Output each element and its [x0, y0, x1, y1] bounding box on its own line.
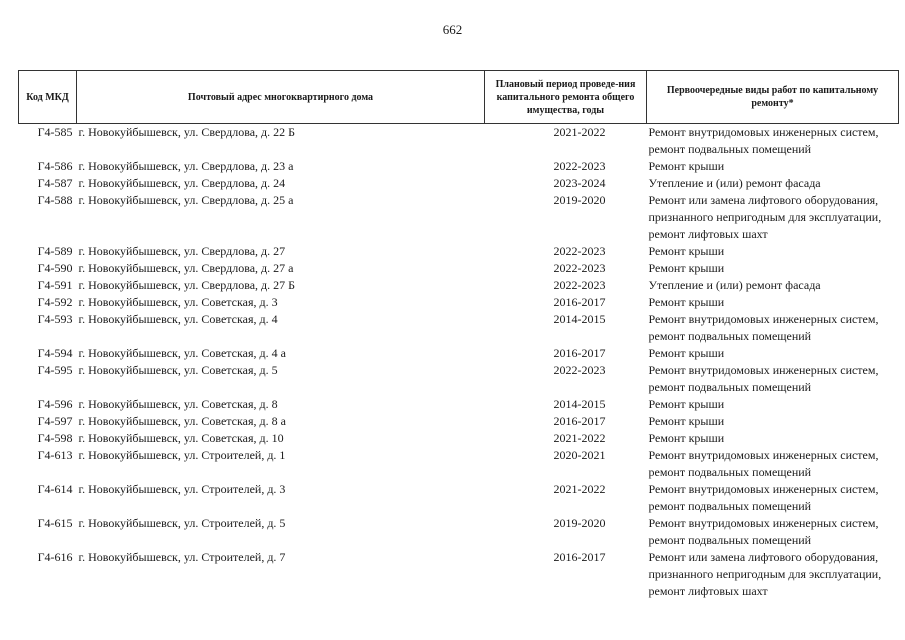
mkd-code-cell: Г4-614 [37, 482, 73, 496]
works-cell [647, 243, 899, 260]
header-works: Первоочередные виды работ по капитальному ремонту* [647, 71, 899, 124]
table-row [19, 413, 899, 430]
mkd-code-cell: Г4-585 [37, 125, 73, 139]
works-line: признанного непригодным для эксплуатации, [648, 567, 882, 581]
period-cell: 2014-2015 [553, 397, 606, 411]
works-line: Утепление и (или) ремонт фасада [648, 176, 821, 190]
works-line: Ремонт крыши [648, 346, 725, 360]
mkd-code-cell: Г4-589 [37, 244, 73, 258]
works-line: ремонт подвальных помещений [648, 465, 812, 479]
address-cell: г. Новокуйбышевск, ул. Советская, д. 3 [78, 295, 278, 309]
works-line: Ремонт внутридомовых инженерных систем, [648, 363, 879, 377]
address-cell: г. Новокуйбышевск, ул. Строителей, д. 3 [78, 482, 286, 496]
works-cell [647, 277, 899, 294]
works-cell [647, 345, 899, 362]
works-cell [647, 124, 899, 159]
table-header [19, 71, 899, 124]
works-line: Ремонт крыши [648, 397, 725, 411]
works-line: Ремонт крыши [648, 414, 725, 428]
works-cell [647, 447, 899, 481]
works-line: Ремонт внутридомовых инженерных систем, [648, 482, 879, 496]
works-cell [647, 158, 899, 175]
table-row [19, 243, 899, 260]
address-cell: г. Новокуйбышевск, ул. Советская, д. 5 [78, 363, 278, 377]
works-line: ремонт подвальных помещений [648, 142, 812, 156]
address-cell: г. Новокуйбышевск, ул. Свердлова, д. 23 а [78, 159, 294, 173]
mkd-code-cell: Г4-592 [37, 295, 73, 309]
address-cell: г. Новокуйбышевск, ул. Советская, д. 4 а [78, 346, 286, 360]
mkd-code-cell: Г4-595 [37, 363, 73, 377]
works-line: признанного непригодным для эксплуатации, [648, 210, 882, 224]
table-row [19, 311, 899, 345]
works-cell [647, 396, 899, 413]
address-cell: г. Новокуйбышевск, ул. Советская, д. 10 [78, 431, 284, 445]
header-code: Код МКД [19, 71, 77, 124]
mkd-code-cell: Г4-616 [37, 550, 73, 564]
works-line: Ремонт или замена лифтового оборудования, [648, 550, 879, 564]
period-cell: 2014-2015 [553, 312, 606, 326]
works-line: Ремонт внутридомовых инженерных систем, [648, 448, 879, 462]
address-cell: г. Новокуйбышевск, ул. Строителей, д. 5 [78, 516, 286, 530]
table-row [19, 294, 899, 311]
mkd-code-cell: Г4-615 [37, 516, 73, 530]
table-row [19, 158, 899, 175]
works-line: Ремонт крыши [648, 244, 725, 258]
header-period: Плановый период проведе-ния капитального ремонта общего имущества, годы [485, 71, 647, 124]
capital-repair-table [18, 70, 899, 600]
mkd-code-cell: Г4-591 [37, 278, 73, 292]
mkd-code-cell: Г4-590 [37, 261, 73, 275]
mkd-code-cell: Г4-593 [37, 312, 73, 326]
period-cell: 2023-2024 [553, 176, 606, 190]
period-cell: 2022-2023 [553, 363, 606, 377]
works-line: ремонт лифтовых шахт [648, 584, 768, 598]
works-cell [647, 311, 899, 345]
header-address: Почтовый адрес многоквартирного дома [77, 71, 485, 124]
table-row [19, 549, 899, 600]
works-line: Ремонт крыши [648, 159, 725, 173]
table-row [19, 481, 899, 515]
address-cell: г. Новокуйбышевск, ул. Свердлова, д. 24 [78, 176, 286, 190]
address-cell: г. Новокуйбышевск, ул. Советская, д. 8 а [78, 414, 286, 428]
mkd-code-cell: Г4-587 [37, 176, 73, 190]
address-cell: г. Новокуйбышевск, ул. Советская, д. 8 [78, 397, 278, 411]
table-row [19, 345, 899, 362]
works-cell [647, 260, 899, 277]
works-line: Утепление и (или) ремонт фасада [648, 278, 821, 292]
period-cell: 2016-2017 [553, 414, 606, 428]
mkd-code-cell: Г4-613 [37, 448, 73, 462]
works-cell [647, 294, 899, 311]
period-cell: 2016-2017 [553, 346, 606, 360]
works-line: ремонт подвальных помещений [648, 380, 812, 394]
mkd-code-cell: Г4-596 [37, 397, 73, 411]
period-cell: 2020-2021 [553, 448, 606, 462]
works-line: ремонт подвальных помещений [648, 329, 812, 343]
period-cell: 2022-2023 [553, 244, 606, 258]
works-line: Ремонт внутридомовых инженерных систем, [648, 125, 879, 139]
address-cell: г. Новокуйбышевск, ул. Советская, д. 4 [78, 312, 278, 326]
table-row [19, 362, 899, 396]
mkd-code-cell: Г4-598 [37, 431, 73, 445]
works-line: Ремонт внутридомовых инженерных систем, [648, 516, 879, 530]
table-row [19, 515, 899, 549]
works-line: Ремонт или замена лифтового оборудования, [648, 193, 879, 207]
works-cell [647, 175, 899, 192]
table-row [19, 430, 899, 447]
mkd-code-cell: Г4-597 [37, 414, 73, 428]
address-cell: г. Новокуйбышевск, ул. Свердлова, д. 27 Б [78, 278, 296, 292]
works-cell [647, 481, 899, 515]
address-cell: г. Новокуйбышевск, ул. Свердлова, д. 27 [78, 244, 286, 258]
works-cell [647, 413, 899, 430]
period-cell: 2022-2023 [553, 261, 606, 275]
works-line: Ремонт крыши [648, 431, 725, 445]
table-row [19, 192, 899, 243]
works-line: ремонт лифтовых шахт [648, 227, 768, 241]
address-cell: г. Новокуйбышевск, ул. Строителей, д. 1 [78, 448, 286, 462]
table-row [19, 175, 899, 192]
address-cell: г. Новокуйбышевск, ул. Свердлова, д. 25 а [78, 193, 294, 207]
works-cell [647, 192, 899, 243]
period-cell: 2016-2017 [553, 550, 606, 564]
mkd-code-cell: Г4-588 [37, 193, 73, 207]
period-cell: 2021-2022 [553, 431, 606, 445]
table-row [19, 277, 899, 294]
table-body [19, 124, 899, 601]
period-cell: 2021-2022 [553, 125, 606, 139]
address-cell: г. Новокуйбышевск, ул. Свердлова, д. 22 Б [78, 125, 296, 139]
works-cell [647, 430, 899, 447]
period-cell: 2016-2017 [553, 295, 606, 309]
table-row [19, 260, 899, 277]
address-cell: г. Новокуйбышевск, ул. Свердлова, д. 27 а [78, 261, 294, 275]
period-cell: 2022-2023 [553, 278, 606, 292]
table-row [19, 396, 899, 413]
works-line: Ремонт крыши [648, 295, 725, 309]
table-row [19, 447, 899, 481]
works-line: Ремонт внутридомовых инженерных систем, [648, 312, 879, 326]
mkd-code-cell: Г4-586 [37, 159, 73, 173]
period-cell: 2019-2020 [553, 193, 606, 207]
capital-repair-table-container [18, 70, 898, 600]
works-cell [647, 549, 899, 600]
table-row [19, 124, 899, 159]
works-cell [647, 362, 899, 396]
address-cell: г. Новокуйбышевск, ул. Строителей, д. 7 [78, 550, 286, 564]
period-cell: 2021-2022 [553, 482, 606, 496]
mkd-code-cell: Г4-594 [37, 346, 73, 360]
works-line: ремонт подвальных помещений [648, 499, 812, 513]
works-line: Ремонт крыши [648, 261, 725, 275]
works-line: ремонт подвальных помещений [648, 533, 812, 547]
period-cell: 2019-2020 [553, 516, 606, 530]
page-number: 662 [442, 22, 463, 37]
works-cell [647, 515, 899, 549]
period-cell: 2022-2023 [553, 159, 606, 173]
